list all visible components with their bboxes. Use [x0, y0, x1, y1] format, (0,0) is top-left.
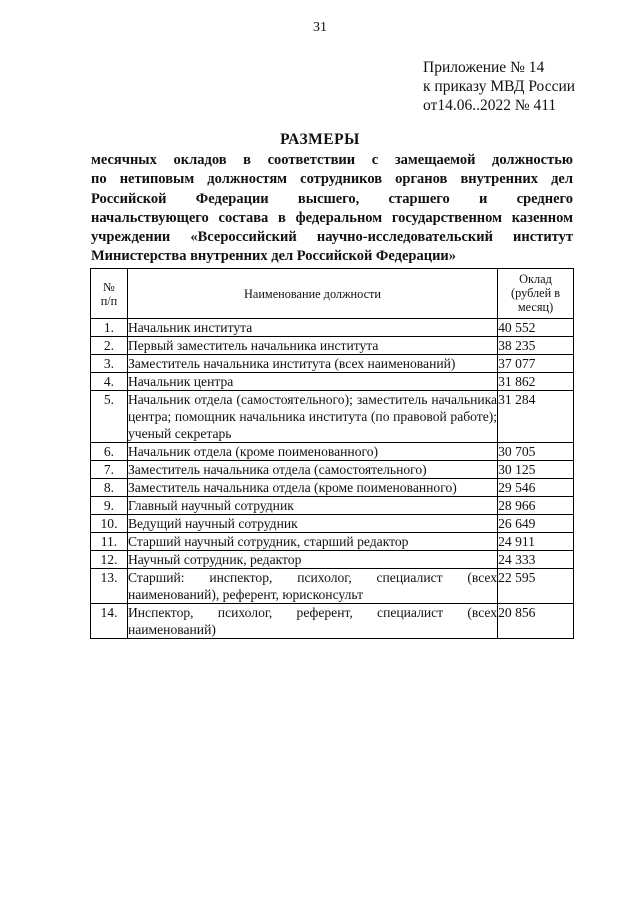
- row-number: 2.: [91, 337, 128, 355]
- row-salary: 29 546: [498, 479, 574, 497]
- row-number: 12.: [91, 551, 128, 569]
- row-salary: 30 705: [498, 443, 574, 461]
- row-position: Инспектор, психолог, референт, специалист (всех наименований): [127, 605, 498, 637]
- row-number: 13.: [91, 569, 128, 604]
- row-number: 6.: [91, 443, 128, 461]
- table-header-row: [91, 269, 574, 319]
- subtitle-line: учреждении «Всероссийский научно-исследовательский институт: [91, 229, 573, 246]
- row-position: Заместитель начальника отдела (кроме поименованного): [127, 479, 497, 497]
- row-position: Старший: инспектор, психолог, специалист (всех наименований), референт, юрисконсульт: [127, 570, 498, 602]
- subtitle-line: месячных окладов в соответствии с замещаемой должностью: [91, 152, 573, 168]
- appendix-line-2: к приказу МВД России: [423, 78, 576, 95]
- row-position: Начальник отдела (кроме поименованного): [127, 443, 497, 461]
- row-salary: 31 284: [498, 391, 574, 443]
- table-row: [91, 443, 574, 461]
- table-row: [91, 604, 574, 639]
- appendix-block: [423, 58, 575, 115]
- row-position: Начальник института: [127, 319, 497, 337]
- row-salary: 26 649: [498, 515, 574, 533]
- table-row: [91, 533, 574, 551]
- row-salary: 22 595: [498, 569, 574, 604]
- subtitle-line: начальствующего состава в федеральном государственном казенном: [91, 209, 573, 226]
- subtitle-line: Министерства внутренних дел Российской Федерации»: [91, 248, 457, 265]
- row-number: 8.: [91, 479, 128, 497]
- row-salary: 37 077: [498, 355, 574, 373]
- subtitle-line: по нетиповым должностям сотрудников органов внутренних дел: [91, 171, 573, 188]
- row-salary: 31 862: [498, 373, 574, 391]
- row-number: 7.: [91, 461, 128, 479]
- salary-table: [90, 268, 574, 639]
- row-salary: 24 911: [498, 533, 574, 551]
- row-position: Начальник отдела (самостоятельного); заместитель начальника центра; помощник начальника института (по правовой работе); ученый секретарь: [127, 392, 498, 441]
- document-title: РАЗМЕРЫ: [280, 131, 360, 148]
- row-position: Первый заместитель начальника института: [127, 337, 497, 355]
- header-position: Наименование должности: [127, 269, 497, 319]
- row-salary: 40 552: [498, 319, 574, 337]
- row-salary: 38 235: [498, 337, 574, 355]
- row-salary: 30 125: [498, 461, 574, 479]
- table-row: [91, 391, 574, 443]
- row-position: Старший научный сотрудник, старший редактор: [127, 533, 497, 551]
- row-position: Ведущий научный сотрудник: [127, 515, 497, 533]
- row-salary: 24 333: [498, 551, 574, 569]
- row-position: Научный сотрудник, редактор: [127, 551, 497, 569]
- table-row: [91, 337, 574, 355]
- header-number: № п/п: [91, 269, 128, 319]
- document-subtitle: [91, 151, 573, 267]
- table-row: [91, 569, 574, 604]
- row-number: 3.: [91, 355, 128, 373]
- row-number: 5.: [91, 391, 128, 443]
- header-salary: Оклад (рублей в месяц): [498, 269, 574, 319]
- table-row: [91, 355, 574, 373]
- row-position: Начальник центра: [127, 373, 497, 391]
- row-position: Заместитель начальника института (всех наименований): [127, 355, 497, 373]
- row-number: 4.: [91, 373, 128, 391]
- row-number: 1.: [91, 319, 128, 337]
- table-row: [91, 461, 574, 479]
- row-salary: 20 856: [498, 604, 574, 639]
- subtitle-line: Российской Федерации высшего, старшего и среднего: [91, 190, 573, 207]
- row-number: 11.: [91, 533, 128, 551]
- row-salary: 28 966: [498, 497, 574, 515]
- page-number: 31: [313, 20, 327, 35]
- row-number: 14.: [91, 604, 128, 639]
- row-position: Главный научный сотрудник: [127, 497, 497, 515]
- appendix-line-1: Приложение № 14: [423, 59, 545, 76]
- table-row: [91, 551, 574, 569]
- table-row: [91, 515, 574, 533]
- row-position: Заместитель начальника отдела (самостоятельного): [127, 461, 497, 479]
- table-row: [91, 497, 574, 515]
- table-row: [91, 479, 574, 497]
- row-number: 10.: [91, 515, 128, 533]
- table-row: [91, 373, 574, 391]
- row-number: 9.: [91, 497, 128, 515]
- appendix-line-3: от14.06..2022 № 411: [423, 97, 557, 114]
- table-row: [91, 319, 574, 337]
